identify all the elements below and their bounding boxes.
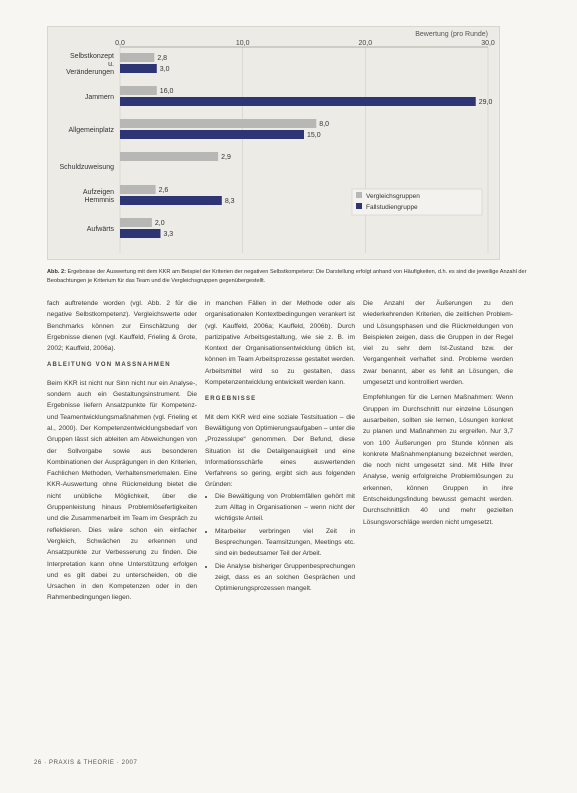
data-label: 3,0 [159,66,170,73]
legend-swatch [356,203,362,209]
tick-label: 0,0 [115,40,125,47]
legend-swatch [356,192,362,198]
category-label: u. [108,61,114,68]
bar-vergleichsgruppen [120,152,218,161]
category-label: Veränderungen [66,69,114,76]
data-label: 15,0 [307,132,321,139]
section-heading: ABLEITUNG VON MASSNAHMEN [47,362,171,369]
paragraph: in manchen Fällen in der Methode oder als organisationalen Kontextbedingungen verankert ist (vgl. Kauffeld, 2006a; Kauffeld, 2006b). Durch partizipative Arbeitsgestaltung, wie sie z. B. im Kontext der Organisationsentwicklung üblich ist, können im Team Arbeitsprozesse gestaltet werden. Arbeitsmittel wird so zu gestalten, dass Kompetenzentwicklung entwickelt werden kann. [205,300,355,387]
tick-label: 20,0 [358,40,373,47]
data-label: 16,0 [159,88,174,95]
page-footer: 26 · PRAXIS & THEORIE · 2007 [34,760,138,766]
bar-chart [48,27,499,259]
bar-vergleichsgruppen [120,86,157,95]
legend-label: Vergleichsgruppen [366,193,420,200]
legend-label: Fallstudiengruppe [366,204,418,211]
bullet-item: • Mitarbeiter verbringen viel Zeit in Besprechungen. Teamsitzungen, Meetings etc. sind ein bedeutsamer Teil der Arbeit. [215,526,355,560]
text-column-3 [363,298,513,528]
data-label: 2,6 [158,187,169,194]
paragraph: Empfehlungen für die Lernen Maßnahmen: Wenn Gruppen im Durchschnitt nur einzelne Lösungen ausarbeiten, sollten sie lernen, Lösungen konkret zu planen und Maßnahmen zu ergreifen. Nur 3,7 von 100 Äußerungen pro Stunde können als konkrete Maßnahmenplanung bezeichnet werden, die noch nicht umgesetzt sind. Mit Hilfe Ihrer Analyse, wenig erfolgreiche Problemlösungen zu erkennen, können Gruppen in ihre Entscheidungsfindung bewusst gemacht werden. Durchschnittlich 40 und mehr gezielten Lösungsvorschläge werden nicht umgesetzt. [363,394,513,526]
data-label: 29,0 [478,99,493,106]
data-label: 8,0 [319,121,330,128]
bullet-item: • Die Analyse bisheriger Gruppenbesprechungen zeigt, dass es an solchen Gesprächen und Optimierungsprozessen mangelt. [215,561,355,595]
data-label: 3,3 [163,231,174,238]
bar-fallstudiengruppe [120,97,476,106]
tick-label: 10,0 [235,40,250,47]
category-label: Hemmnis [84,197,114,204]
category-label: Selbstkonzept [70,53,114,60]
text-column-2 [205,298,355,595]
paragraph: Die Anzahl der Äußerungen zu den wiederkehrenden Kriterien, die zeitlichen Problem- und Lösungsphasen und die Rückmeldungen von Beispielen zeigen, dass die Gruppen in der Regel viel zu sehr dem Ist-Zustand bzw. der Vergangenheit verhaftet sind. Probleme werden zwar benannt, aber es fehlt an Lösungen, die umgesetzt und kontrolliert werden. [363,300,513,387]
bar-fallstudiengruppe [120,229,160,238]
text-column-1 [47,298,197,604]
category-label: Jammern [84,94,114,101]
caption-label: Abb. 2: [47,269,66,275]
paragraph: Beim KKR ist nicht nur Sinn nicht nur ein Analyse-, sondern auch ein Gestaltungsinstrument. Die Ergebnisse liefern Ansatzpunkte für Kompetenz- und Teamentwicklungsmaßnahmen (vgl. Frieling et al., 2000). Der Kompetenzentwicklungsbedarf von Gruppen lässt sich ableiten am Abweichungen von der Sollvorgabe sowie aus besonderen Kombinationen der Ausprägungen in den Kriterien, Fachlichen Methoden, Verhaltensmerkmalen. Eine KKR-Auswertung ohne Rückmeldung bietet die nicht unübliche Möglichkeit, über die Gruppenleistung hinaus Problemlösefertigkeiten und die Zusammenarbeit im Team im Gespräch zu reflektieren. Dies wäre schon ein einfacher Vergleich, Schwächen zu erkennen und Ansatzpunkte zur Verbesserung zu finden. Die Interpretation kann ohne Unterstützung erfolgen und es gilt dabei zu unterscheiden, ob die Ursachen in den Kompetenzen oder in den Rahmenbedingungen liegen. [47,379,197,602]
bar-fallstudiengruppe [120,130,304,139]
bullet-list [205,491,355,595]
bar-vergleichsgruppen [120,185,156,194]
category-label: Schuldzuweisung [59,164,114,171]
paragraph: fach auftretende worden (vgl. Abb. 2 für die negative Selbstkompetenz). Vergleichswerte oder Benchmarks können zur Einschätzung der Ergebnisse dienen (vgl. Kauffeld, Frieling & Grote, 2002; Kauffeld, 2006a). [47,300,197,353]
category-label: Allgemeinplatz [68,127,114,134]
data-label: 2,8 [157,55,168,62]
category-label: Aufwärts [86,226,114,233]
figure-caption [47,268,547,286]
data-label: 2,9 [221,154,231,161]
category-label: Aufzeigen [82,189,114,196]
data-label: 2,0 [154,220,165,227]
bar-fallstudiengruppe [120,64,157,73]
bar-fallstudiengruppe [120,196,222,205]
bar-vergleichsgruppen [120,218,152,227]
axis-title: Bewertung (pro Runde) [415,31,488,38]
tick-label: 30,0 [481,40,495,47]
section-heading: ERGEBNISSE [205,396,257,403]
bar-vergleichsgruppen [120,119,316,128]
paragraph: Mit dem KKR wird eine soziale Testsituation – die Bewältigung von Optimierungsaufgaben – unter die „Prozesslupe“ genommen. Der Befund, diese Situation ist die Detailgenauigkeit und eine Informationsschärfe eines auswertenden Verfahrens so gering, ergibt sich aus folgenden Gründen: [205,413,355,489]
caption-text: Ergebnisse der Auswertung mit dem KKR am Beispiel der Kriterien der negativen Selbstkompetenz: Die Darstellung erfolgt anhand von Häufigkeiten, d.h. es sind die jeweilige Anzahl der Beobachtungen je Kriterium für das Team und die Vergleichsgruppen gegenübergestellt. [47,269,527,284]
chart-panel [47,26,500,260]
bullet-item: • Die Bewältigung von Problemfällen gehört mit zum Alltag in Organisationen – wenn nicht der wichtigste Anteil. [215,491,355,525]
bar-vergleichsgruppen [120,53,154,62]
data-label: 8,3 [224,198,235,205]
